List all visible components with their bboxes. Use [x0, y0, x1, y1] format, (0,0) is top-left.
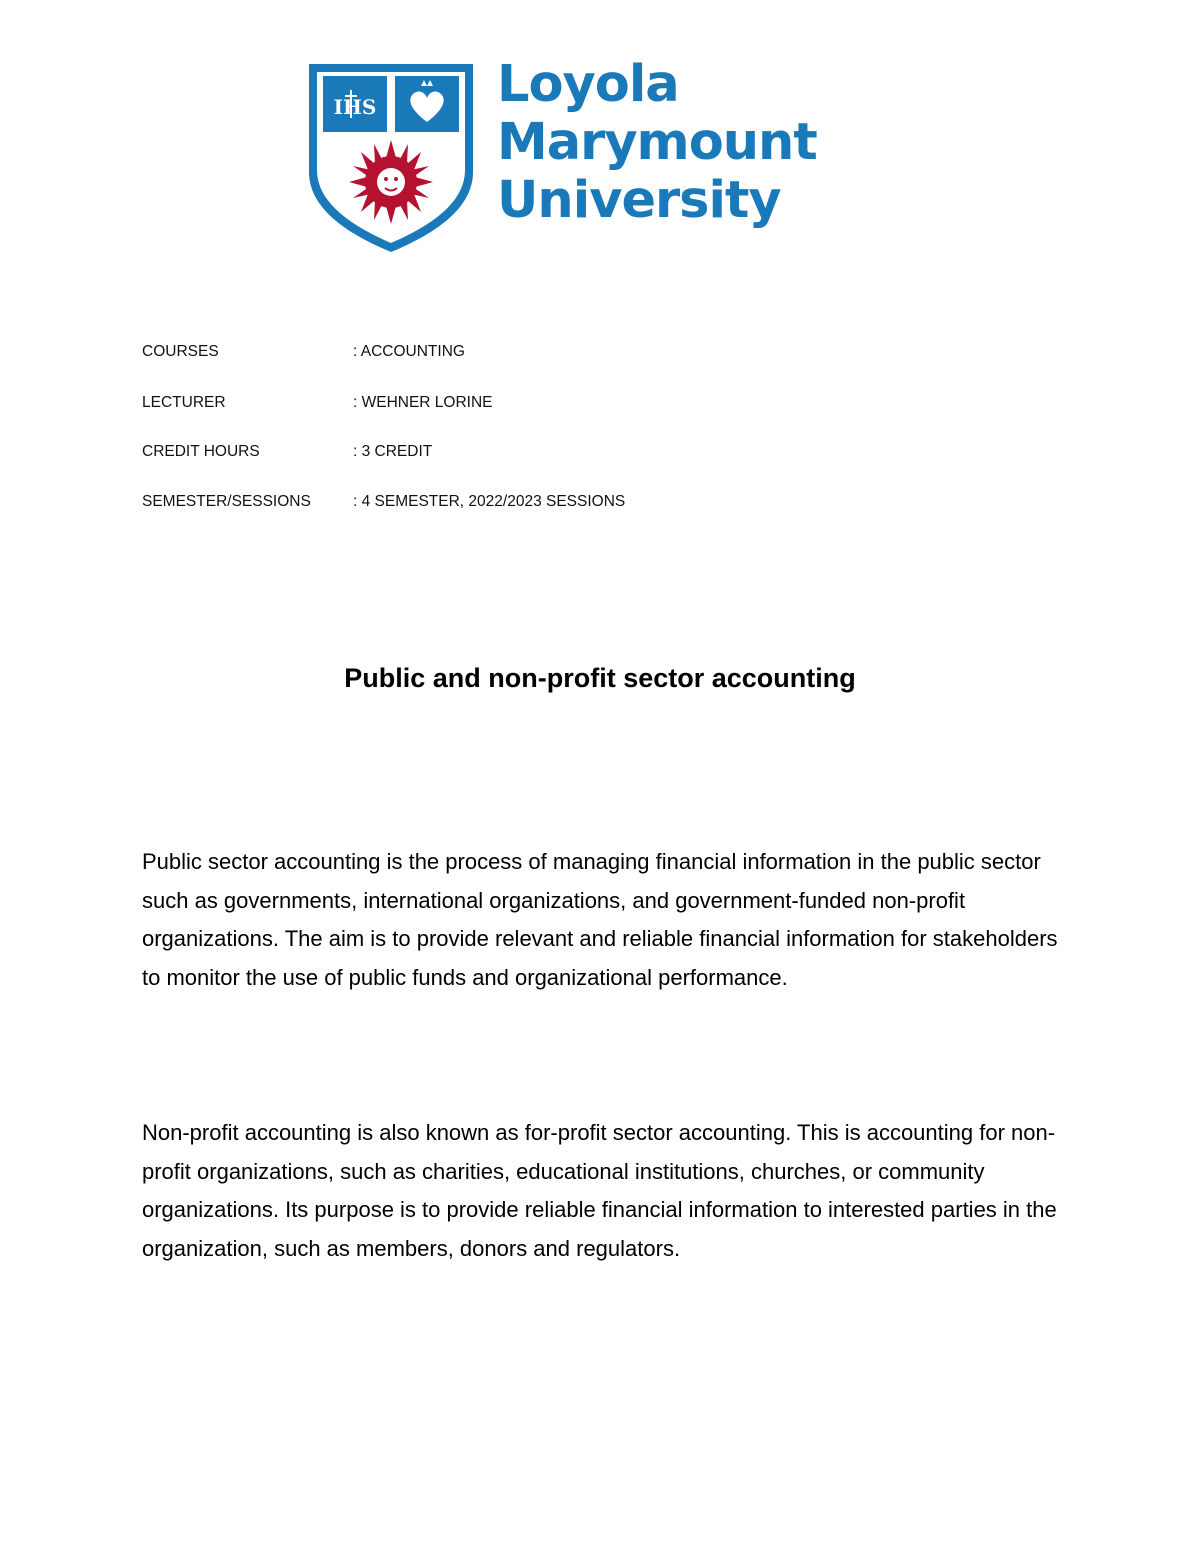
- course-info-label: CREDIT HOURS: [142, 443, 260, 460]
- university-wordmark: [497, 56, 817, 230]
- course-info-label: LECTURER: [142, 394, 226, 411]
- course-info-value: : ACCOUNTING: [353, 343, 465, 360]
- course-info-value: : WEHNER LORINE: [353, 394, 493, 411]
- course-info-label: COURSES: [142, 343, 219, 360]
- document-title: Public and non-profit sector accounting: [344, 663, 856, 693]
- course-info-value: : 3 CREDIT: [353, 443, 433, 460]
- svg-text:IHS: IHS: [333, 95, 377, 119]
- wordmark-line-3: University: [497, 171, 781, 230]
- university-logo: [307, 55, 827, 257]
- paragraph-non-profit: Non-profit accounting is also known as for-profit sector accounting. This is accounting for non-profit organizations, such as charities, educational institutions, churches, or community organizations. Its purpose is to provide reliable financial information to interested parties in the organization, such as members, donors and regulators.: [142, 1120, 1057, 1261]
- course-info-value: : 4 SEMESTER, 2022/2023 SESSIONS: [353, 493, 626, 510]
- course-info-label: SEMESTER/SESSIONS: [142, 493, 311, 510]
- university-crest-icon: [307, 62, 475, 254]
- wordmark-line-1: Loyola: [497, 55, 679, 114]
- paragraph-public-sector: Public sector accounting is the process of managing financial information in the public sector such as governments, international organizations, and government-funded non-profit organizations. The aim is to provide relevant and reliable financial information for stakeholders to monitor the use of public funds and organizational performance.: [142, 849, 1058, 990]
- wordmark-line-2: Marymount: [497, 113, 817, 172]
